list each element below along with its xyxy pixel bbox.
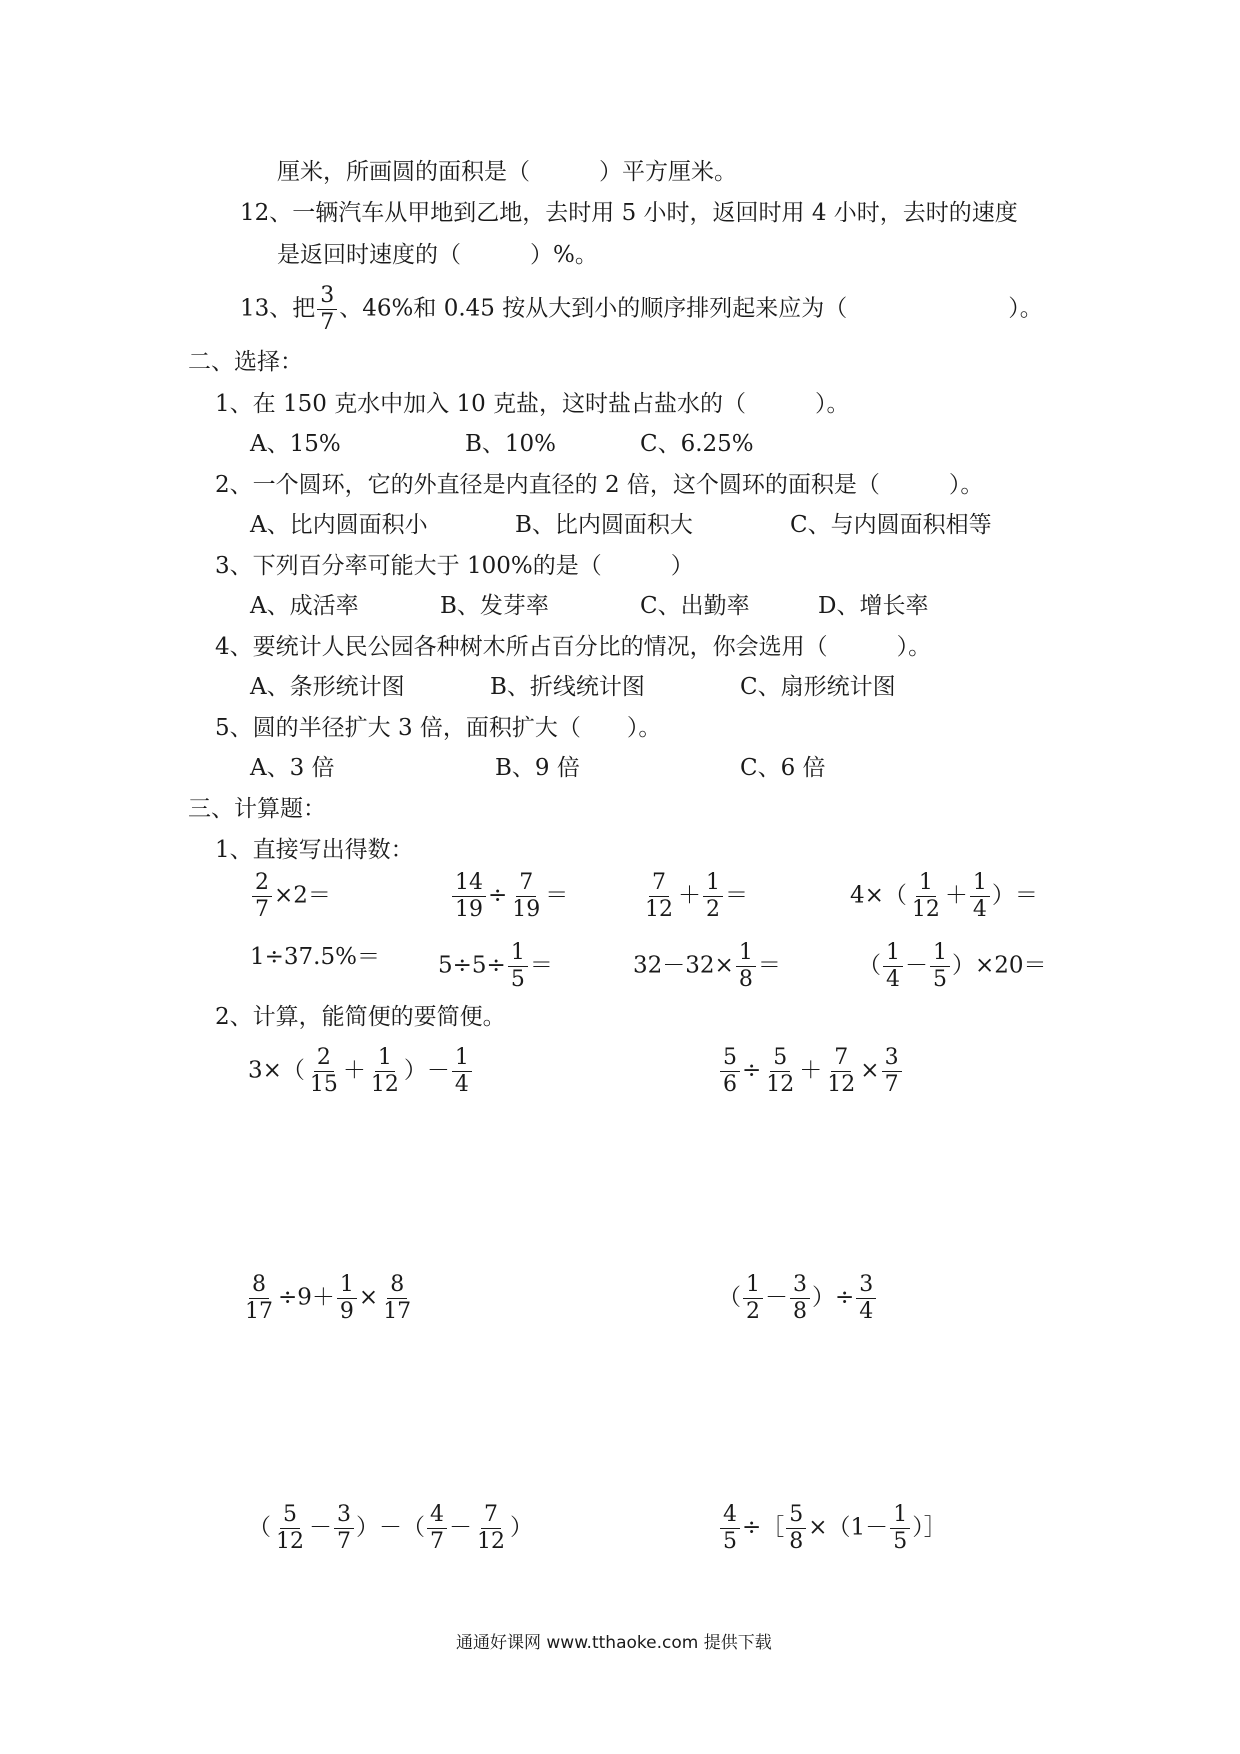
fraction: $\frac{7}{12}$ xyxy=(645,870,673,922)
fraction: $\frac{4}{5}$ xyxy=(720,1502,740,1555)
q11-continuation: 厘米，所画圆的面积是（ ）平方厘米。 xyxy=(277,159,737,185)
choice-q4-option-b: B、折线统计图 xyxy=(490,674,645,700)
expr-b4: （ $\frac{1}{4}$ － $\frac{1}{5}$ ）×20＝ xyxy=(858,940,1047,992)
fraction: $\frac{1}{5}$ xyxy=(930,940,950,993)
q13-line xyxy=(240,283,1043,336)
fraction: $\frac{5}{8}$ xyxy=(786,1502,806,1555)
choice-q3-option-c: C、出勤率 xyxy=(640,593,750,619)
expr-c2: $\frac{5}{6}$ ÷ $\frac{5}{12}$ ＋ $\frac{7}{12}$ × $\frac{3}{7}$ xyxy=(718,1045,904,1098)
choice-q4-option-c: C、扇形统计图 xyxy=(740,674,896,700)
expr-b1: 1÷37.5%＝ xyxy=(250,944,380,970)
q12-line2: 是返回时速度的（ ）%。 xyxy=(277,242,598,268)
fraction: $\frac{3}{7}$ xyxy=(334,1502,354,1555)
fraction: $\frac{2}{7}$ xyxy=(252,870,272,923)
fraction: $\frac{7}{12}$ xyxy=(477,1502,505,1554)
fraction: $\frac{3}{8}$ xyxy=(790,1272,810,1325)
expr-c6: $\frac{4}{5}$ ÷［ $\frac{5}{8}$ ×（1－ $\frac{1}{5}$ ）］ xyxy=(718,1502,947,1555)
q13-suffix: 、46%和 0.45 按从大到小的顺序排列起来应为（ ）。 xyxy=(339,295,1043,322)
fraction: $\frac{3}{7}$ xyxy=(882,1045,902,1098)
fraction: $\frac{3}{4}$ xyxy=(856,1272,876,1325)
fraction: $\frac{1}{12}$ xyxy=(370,1045,399,1097)
q12-line1: 12、一辆汽车从甲地到乙地，去时用 5 小时，返回时用 4 小时，去时的速度 xyxy=(240,200,1018,226)
fraction: $\frac{1}{5}$ xyxy=(508,940,528,993)
choice-q3-option-d: D、增长率 xyxy=(818,593,929,619)
fraction: $\frac{1}{9}$ xyxy=(337,1272,357,1325)
choice-q4-option-a: A、条形统计图 xyxy=(250,674,405,700)
fraction: $\frac{14}{19}$ xyxy=(452,870,486,923)
fraction: $\frac{5}{12}$ xyxy=(276,1502,304,1554)
fraction: $\frac{3}{7}$ xyxy=(317,283,337,336)
expr-c1: 3×（ $\frac{2}{15}$ ＋ $\frac{1}{12}$ ）－ $\frac{1}{4}$ xyxy=(248,1045,474,1098)
footer-credit: 通通好课网 www.tthaoke.com 提供下载 xyxy=(456,1633,772,1653)
expr-c5: （ $\frac{5}{12}$ － $\frac{3}{7}$ ）－（ $\frac{4}{7}$ － $\frac{7}{12}$ ） xyxy=(248,1502,533,1554)
expr-c3: $\frac{8}{17}$ ÷9＋ $\frac{1}{9}$ × $\frac{8}{17}$ xyxy=(240,1272,416,1325)
choice-q4: 4、要统计人民公园各种树木所占百分比的情况，你会选用（ ）。 xyxy=(215,634,932,660)
expr-a3: $\frac{7}{12}$ ＋ $\frac{1}{2}$ ＝ xyxy=(640,870,748,923)
calc-part-1-heading: 1、直接写出得数： xyxy=(215,837,414,863)
q13-prefix: 13、把 xyxy=(240,295,316,322)
choice-q5-option-a: A、3 倍 xyxy=(250,755,335,781)
fraction: $\frac{1}{8}$ xyxy=(736,940,756,993)
choice-q2-option-c: C、与内圆面积相等 xyxy=(790,512,992,538)
choice-q5-option-c: C、6 倍 xyxy=(740,755,826,781)
expr-b2: 5÷5÷ $\frac{1}{5}$ ＝ xyxy=(438,940,553,992)
choice-q1-option-a: A、15% xyxy=(250,431,341,457)
calc-part-2-heading: 2、计算，能简便的要简便。 xyxy=(215,1004,506,1030)
fraction: $\frac{1}{2}$ xyxy=(703,870,723,923)
expr-a1: $\frac{2}{7}$ ×2＝ xyxy=(250,870,331,923)
fraction: $\frac{1}{4}$ xyxy=(883,940,903,993)
fraction: $\frac{5}{6}$ xyxy=(720,1045,740,1098)
section-3-heading: 三、计算题： xyxy=(188,796,326,822)
fraction: $\frac{4}{7}$ xyxy=(427,1502,447,1555)
fraction: $\frac{1}{2}$ xyxy=(743,1272,763,1325)
fraction: $\frac{2}{15}$ xyxy=(309,1045,338,1097)
choice-q1-option-b: B、10% xyxy=(465,431,557,457)
choice-q1: 1、在 150 克水中加入 10 克盐，这时盐占盐水的（ ）。 xyxy=(215,391,850,417)
choice-q5: 5、圆的半径扩大 3 倍，面积扩大（ ）。 xyxy=(215,715,662,741)
fraction: $\frac{8}{17}$ xyxy=(383,1272,412,1324)
fraction: $\frac{1}{12}$ xyxy=(911,870,940,922)
choice-q2: 2、一个圆环，它的外直径是内直径的 2 倍，这个圆环的面积是（ ）。 xyxy=(215,472,984,498)
fraction: $\frac{1}{5}$ xyxy=(890,1502,910,1555)
choice-q5-option-b: B、9 倍 xyxy=(495,755,580,781)
fraction: $\frac{7}{12}$ xyxy=(827,1045,856,1097)
choice-q2-option-a: A、比内圆面积小 xyxy=(250,512,428,538)
choice-q3-option-b: B、发芽率 xyxy=(440,593,549,619)
section-2-heading: 二、选择： xyxy=(188,349,303,375)
fraction: $\frac{8}{17}$ xyxy=(245,1272,273,1324)
choice-q3: 3、下列百分率可能大于 100%的是（ ） xyxy=(215,553,694,579)
fraction: $\frac{1}{4}$ xyxy=(452,1045,472,1098)
expr-a2: $\frac{14}{19}$ ÷ $\frac{7}{19}$ ＝ xyxy=(450,870,568,923)
expr-c4: （ $\frac{1}{2}$ － $\frac{3}{8}$ ）÷ $\frac{3}{4}$ xyxy=(718,1272,878,1325)
choice-q1-option-c: C、6.25% xyxy=(640,431,754,457)
choice-q3-option-a: A、成活率 xyxy=(250,593,359,619)
choice-q2-option-b: B、比内圆面积大 xyxy=(515,512,693,538)
fraction: $\frac{5}{12}$ xyxy=(766,1045,795,1097)
fraction: $\frac{1}{4}$ xyxy=(970,870,990,923)
expr-a4: 4×（ $\frac{1}{12}$ ＋ $\frac{1}{4}$ ）＝ xyxy=(850,870,1038,922)
fraction: $\frac{7}{19}$ xyxy=(512,870,541,922)
expr-b3: 32－32× $\frac{1}{8}$ ＝ xyxy=(633,940,781,992)
